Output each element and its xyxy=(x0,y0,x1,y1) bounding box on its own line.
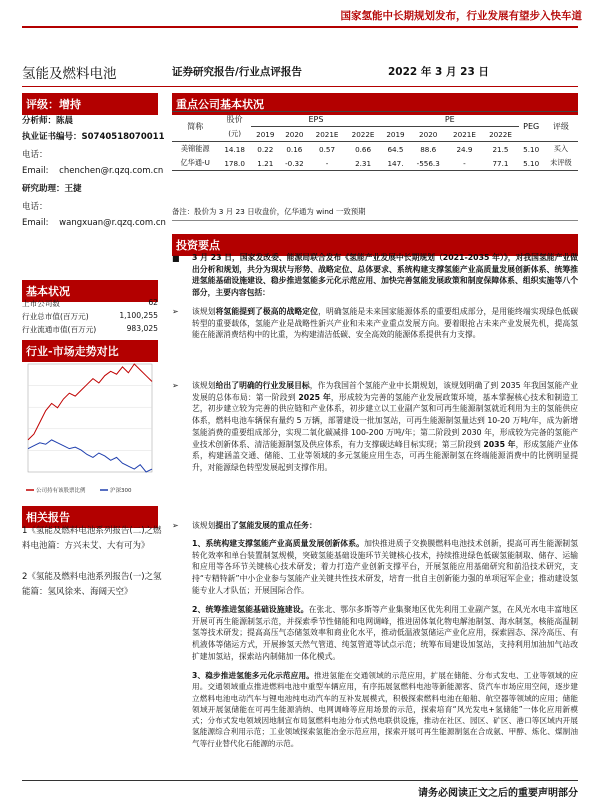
assistant-email[interactable]: wangxuan@r.qzq.com.cn xyxy=(59,218,166,228)
cell-peg: 5.10 xyxy=(519,156,544,171)
related-bar: 相关报告 xyxy=(22,506,158,528)
year-header: 2020 xyxy=(280,127,309,142)
analyst-phone: 电话： xyxy=(22,150,48,160)
cell-eps: 0.57 xyxy=(319,144,336,154)
year-header: 2020 xyxy=(410,127,447,142)
cell-pe: - xyxy=(446,156,482,171)
company-table xyxy=(172,111,578,171)
task-1: 1、系统构建支撑氢能产业高质量发展创新体系。加快推进质子交换膜燃料电池技术创新，提高可再生能源制氢转化效率和单台装置制氢规模，突破氢能基础设施环节关键核心技术，持续推进绿色低碳氢能制取、储存、运输和应用等各环节关键核心技术研发；着力打造产业创新支撑平台，开展氢能应用基础研究和前沿技术研究，支持“专精特新”中小企业参与氢能产业关键共性技术研发，培育一批自主创新能力强的单项冠军企业；推动建设氢能专业人才队伍；开展国际合作。 xyxy=(192,539,579,595)
sector-title: 氢能及燃料电池 xyxy=(22,66,117,82)
year-header: 2021E xyxy=(309,127,345,142)
basic-value: 1,100,255 xyxy=(119,311,158,320)
assistant-email-label: Email: xyxy=(22,218,49,228)
cell-pe: 147. xyxy=(381,156,410,171)
year-header: 2022E xyxy=(482,127,518,142)
col-pe: PE xyxy=(381,112,518,127)
col-name: 简称 xyxy=(172,112,218,142)
footer-disclaimer: 请务必阅读正文之后的重要声明部分 xyxy=(418,788,578,799)
col-price: 股价 xyxy=(218,112,250,127)
arrow-bullet-icon: ➢ xyxy=(172,521,179,530)
related-item[interactable]: 2《氢能及燃料电池系列报告(一)之氢能篇：氢风徐来、海阔天空》 xyxy=(22,572,162,597)
cell-peg: 5.10 xyxy=(523,144,540,154)
header-rule xyxy=(22,26,578,28)
cell-price: 14.18 xyxy=(224,144,245,154)
cell-pe: -556.3 xyxy=(410,156,447,171)
related-item[interactable]: 1《氢能及燃料电池系列报告(二)之燃料电池篇：方兴未艾、大有可为》 xyxy=(22,526,162,551)
footer-rule xyxy=(22,780,578,781)
task-3: 3、稳步推进氢能多元化示范应用。推进氢能在交通领域的示范应用，扩展在储能、分布式发电、工业等领域的应用。交通领域重点推进燃料电池中重型车辆应用，有序拓展氢燃料电池等新能源客、货汽车市场应用空间，逐步建立燃料电池电动汽车与锂电池纯电动汽车的互补发展模式，积极探索燃料电池在船舶、航空器等领域的应用；储能领域开展氢储能在可再生能源消纳、电网调峰等应用场景的示范，探索培育“风光发电+氢储能”一体化应用新模式；分布式发电领域因地制宜布局氢燃料电池分布式热电联供设施，推动在社区、园区、矿区、港口等区域内开展氢能源综合利用示范；工业领域探索氢能冶金示范应用，探索开展可再生能源制氢在合成氨、甲醇、炼化、煤制油气等行业替代化石能源的示范。 xyxy=(192,671,578,748)
point-3: 该规划给出了明确的行业发展目标，作为我国首个氢能产业中长期规划，该规划明确了到 2035 年我国氢能产业发展的总体布局：第一阶段到 2025 年，形成较为完善的氢能产业发展政策环境，基本掌握核心技术和制造工艺，初步建立较为完善的供应链和产业体系，初步建立以工业副产氢和可再生能源制氢就近利用为主的氢能供应体系，燃料电池车辆保有量约 5 万辆，部署建设一批加氢站，可再生能源制氢量达到 10-20 万吨/年，成为新增氢能消费的重要组成部分，实现二氧化碳减排 100-200 万吨/年；第二阶段到 2030 年，形成较为完备的氢能产业技术创新体系、清洁能源制氢及供应体系，有力支撑碳达峰目标实现；第三阶段到 2035 年，形成氢能产业体系，构建涵盖交通、储能、工业等领域的多元氢能应用生态，可再生能源制氢在终端能源消费中的比例明显提升，对能源绿色转型发展起到支撑作用。 xyxy=(192,381,579,472)
arrow-bullet-icon: ➢ xyxy=(172,381,179,390)
col-rating: 评级 xyxy=(544,112,578,142)
cell-pe: 64.5 xyxy=(387,144,404,154)
cell-eps: 0.16 xyxy=(286,144,303,154)
cell-eps: 1.21 xyxy=(251,156,280,171)
investment-points-bar: 投资要点 xyxy=(172,234,578,256)
basic-row xyxy=(22,298,158,309)
analyst-email-label: Email: xyxy=(22,166,49,176)
report-date: 2022 年 3 月 23 日 xyxy=(388,66,489,78)
table-row xyxy=(172,142,578,157)
cell-pe: 77.1 xyxy=(482,156,518,171)
chart-series-line-0 xyxy=(28,364,152,440)
analyst-email[interactable]: chenchen@r.qzq.com.cn xyxy=(59,166,164,176)
year-header: 2022E xyxy=(345,127,381,142)
cell-eps: 0.66 xyxy=(355,144,372,154)
cell-eps: 0.22 xyxy=(257,144,274,154)
assistant-name: 研究助理：王捷 xyxy=(22,184,82,194)
cell-price: 178.0 xyxy=(218,156,250,171)
square-bullet-icon: ■ xyxy=(172,254,180,263)
analyst-cert: 执业证书编号：S0740518070011 xyxy=(22,132,165,142)
year-header: 2019 xyxy=(381,127,410,142)
trend-chart xyxy=(22,358,158,498)
cell-eps: -0.32 xyxy=(280,156,309,171)
col-eps: EPS xyxy=(251,112,381,127)
assistant-phone: 电话： xyxy=(22,202,48,212)
legend-label: 公司持有该股票比例 xyxy=(36,488,86,494)
task-2: 2、统筹推进氢能基础设施建设。在张北、鄂尔多斯等产业集聚地区优先利用工业副产氢，在风光水电丰富地区开展可再生能源制氢示范，并探索季节性储能和电网调峰，推进固体氧化物电解池制氢、海水制氢，核能高温制氢等技术研发；提高高压气态储氢效率和商业化水平，推动低温液氢储运产业化应用，探索固态、深冷高压、有机液体等储运方式，开展掺氢天然气管道、纯氢管道等试点示范；统筹布局建设加氢站，支持利用加油加气站改扩建加氢站，探索站内制储加一体化模式。 xyxy=(192,605,579,661)
basic-row xyxy=(22,324,158,335)
basic-row xyxy=(22,311,158,322)
header-rule-2 xyxy=(22,86,578,87)
point-2: 该规划将氢能提到了极高的战略定位，明确氢能是未来国家能源体系的重要组成部分，是用能终端实现绿色低碳转型的重要载体，氢能产业是战略性新兴产业和未来产业重点发展方向。要着眼抢占未来产业发展先机，提高氢能在能源消费结构中的比重，为构建清洁低碳、安全高效的能源体系提供有力支撑。 xyxy=(192,307,579,340)
cell-name: 亿华通-U xyxy=(172,156,218,171)
basic-value: 983,025 xyxy=(126,324,158,333)
cell-rating: 买入 xyxy=(553,144,569,153)
col-price-unit: (元) xyxy=(218,127,250,142)
rating-bar: 评级：增持 xyxy=(22,93,158,115)
basic-key: 行业流通市值(百万元) xyxy=(22,325,97,334)
company-table-bar: 重点公司基本状况 xyxy=(172,93,578,115)
basic-key: 行业总市值(百万元) xyxy=(22,312,89,321)
cell-pe: 24.9 xyxy=(456,144,473,154)
arrow-bullet-icon: ➢ xyxy=(172,307,179,316)
analyst-name: 分析师：陈晨 xyxy=(22,116,74,126)
report-type: 证券研究报告/行业点评报告 xyxy=(172,66,302,78)
point-4: 该规划提出了氢能发展的重点任务： xyxy=(192,521,317,530)
cell-pe: 21.5 xyxy=(492,144,509,154)
divider xyxy=(172,220,578,221)
cell-eps: 2.31 xyxy=(345,156,381,171)
cell-eps: - xyxy=(309,156,345,171)
chart-series-line-1 xyxy=(28,440,152,472)
point-1: 3 月 23 日，国家发改委、能源局联合发布《氢能产业发展中长期规划（2021-2035 年）》，对我国氢能产业做出分析和规划，共分为现状与形势、战略定位、总体要求、系统构建支撑氢能产业高质量发展创新体系、统筹推进氢能基础设施建设、稳步推进氢能多元化示范应用、加快完善氢能发展政策和制度保障体系、组织实施等八个部分，主要内容包括： xyxy=(192,253,578,298)
legend-label: 沪深300 xyxy=(110,488,132,494)
basic-status-bar: 基本状况 xyxy=(22,280,158,302)
col-peg: PEG xyxy=(519,112,544,142)
cell-name: 美锦能源 xyxy=(180,144,210,153)
table-note: 备注：股价为 3 月 23 日收盘价，亿华通为 wind 一致预期 xyxy=(172,207,366,216)
table-row xyxy=(172,156,578,171)
cell-rating: 未评级 xyxy=(544,156,578,171)
year-header: 2019 xyxy=(251,127,280,142)
year-header: 2021E xyxy=(446,127,482,142)
basic-key: 上市公司数 xyxy=(22,299,60,308)
report-headline: 国家氢能中长期规划发布，行业发展有望步入快车道 xyxy=(340,10,582,22)
basic-value: 62 xyxy=(148,298,158,307)
trend-bar: 行业-市场走势对比 xyxy=(22,340,158,362)
cell-pe: 88.6 xyxy=(420,144,437,154)
